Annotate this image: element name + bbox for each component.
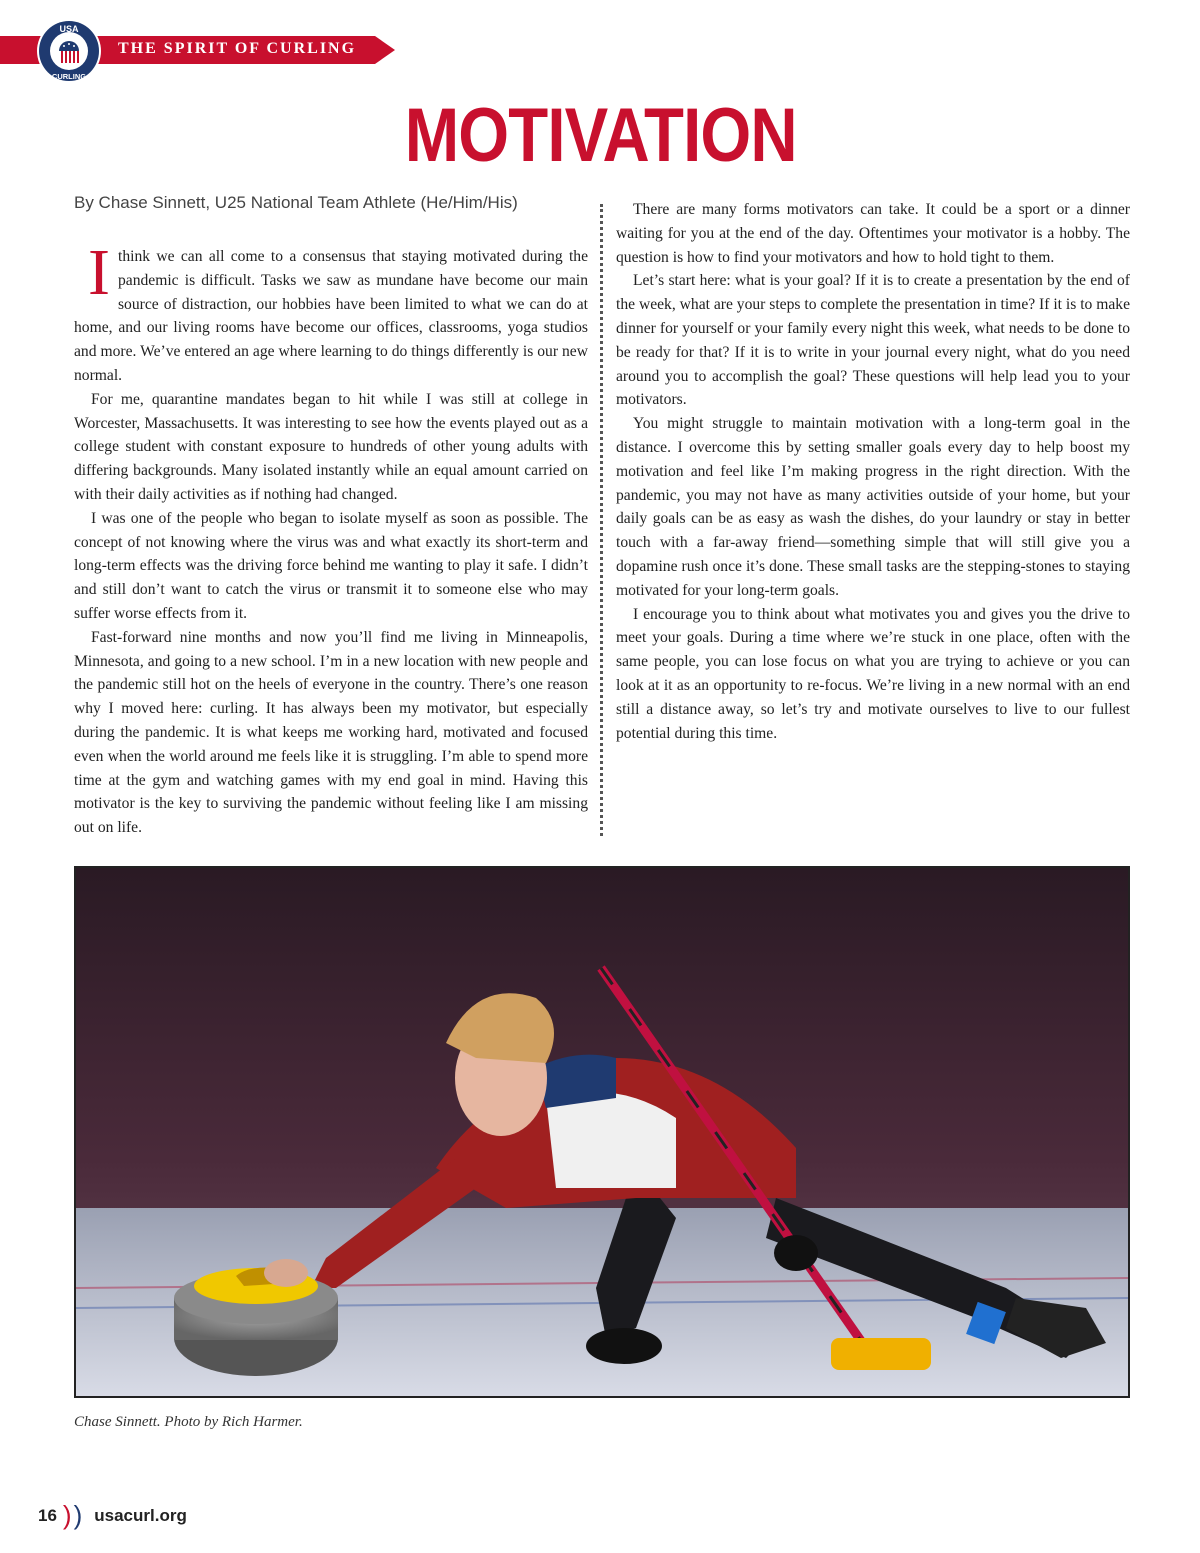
footer-divider-icon: ) [62, 1500, 72, 1530]
paragraph-1 [74, 236, 588, 388]
paragraph-6: Let’s start here: what is your goal? If it is to create a presentation by the end of the week, what are your steps to complete the presentation in time? If it is to make dinner for yourself or your family every night this week, what needs to be done to be ready for that? If it is to write in your journal every night, what do you need around you to accomplish the goal? These questions will help lead you to your motivators. [616, 272, 1130, 409]
article-title: MOTIVATION [404, 93, 797, 178]
dropcap: I [88, 236, 110, 309]
paragraph-8: I encourage you to think about what motivates you and gives you the drive to meet your goals. During a time where we’re stuck in one place, often with the same people, you can lose focus on what you are trying to achieve or you can look at it as an opportunity to re-focus. We’re living in a new normal with an end still a distance away, so let’s try and motivate ourselves to live to our fullest potential during this time. [616, 605, 1130, 742]
page-footer [38, 1500, 187, 1531]
paragraph-3: I was one of the people who began to isolate myself as soon as possible. The concept of not knowing where the virus was and what exactly its short-term and long-term effects was the driving force behind me wanting to play it safe. I didn’t and still don’t want to catch the virus or transmit it to someone else who may suffer worse effects from it. [74, 509, 588, 622]
curler-photo [74, 866, 1130, 1398]
logo-text-curling: CURLING [51, 72, 87, 81]
page-number: 16 [38, 1505, 57, 1525]
paragraph-7: You might struggle to maintain motivation with a long-term goal in the distance. I overcome this by setting smaller goals every day to help boost my motivation and feel like I’m making progress in the right direction. With the pandemic, you may not have as many activities outside of your home, but your daily goals can be as easy as wash the dishes, do your laundry or stay in better touch with a far-away friend—something simple that will still give you a dopamine rush once it’s done. These small tasks are the stepping-stones to staying motivated for your long-term goals. [616, 415, 1130, 599]
left-column [74, 236, 588, 840]
byline: By Chase Sinnett, U25 National Team Athlete (He/Him/His) [74, 193, 518, 212]
photo-caption: Chase Sinnett. Photo by Rich Harmer. [74, 1414, 303, 1430]
section-label: THE SPIRIT OF CURLING [118, 40, 357, 57]
footer-divider-icon-2: ) [73, 1500, 83, 1530]
right-column [616, 198, 1130, 745]
footer-site-link[interactable]: usacurl.org [94, 1505, 187, 1525]
paragraph-4: Fast-forward nine months and now you’ll find me living in Minneapolis, Minnesota, and going to a new school. I’m in a new location with new people and the pandemic still hot on the heels of everyone in the country. There’s one reason why I moved here: curling. It has always been my motivator, but especially during the pandemic. It is what keeps me working hard, motivated and focused even when the world around me feels like it is struggling. I’m able to spend more time at the gym and watching games with my end goal in mind. Having this motivator is the key to surviving the pandemic without feeling like I am missing out on life. [74, 628, 588, 837]
paragraph-2: For me, quarantine mandates began to hit while I was still at college in Worcester, Massachusetts. It was interesting to see how the events played out as a college student with constant exposure to hundreds of other young adults with differing backgrounds. Many isolated instantly while an equal amount carried on with their daily activities as if nothing had changed. [74, 390, 588, 503]
paragraph-5: There are many forms motivators can take. It could be a sport or a dinner waiting for you at the end of the day. Oftentimes your motivator is a hobby. The question is how to find your motivators and how to hold tight to them. [616, 201, 1130, 266]
usa-curling-logo [36, 18, 102, 84]
logo-text-usa: USA [59, 24, 79, 34]
column-divider [600, 204, 603, 836]
paragraph-1-text: think we can all come to a consensus that staying motivated during the pandemic is difficult. Tasks we saw as mundane have become our main source of distraction, our hobbies have been limited to what we can do at home, and our living rooms have become our offices, classrooms, yoga studios and more. We’ve entered an age where learning to do things differently is our new normal. [74, 248, 588, 384]
